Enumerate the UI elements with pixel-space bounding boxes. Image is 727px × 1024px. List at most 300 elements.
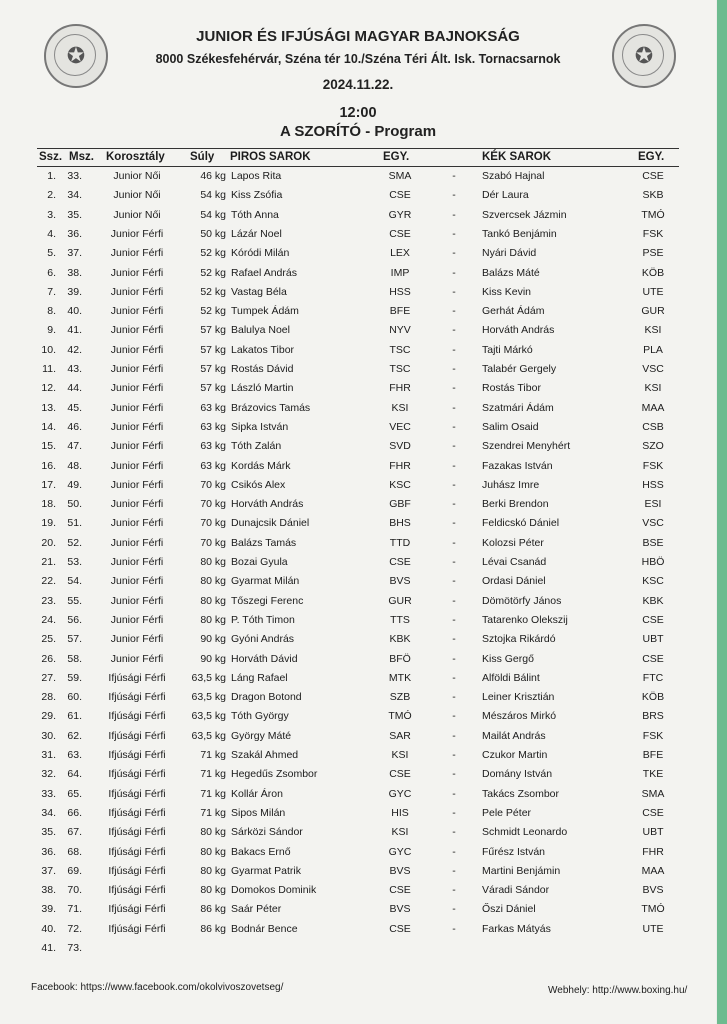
col-msz: Msz.: [69, 151, 94, 163]
blue-corner-club: TMÓ: [641, 208, 665, 221]
table-row: [0, 923, 716, 942]
age-group: Ifjúsági Férfi: [108, 903, 166, 916]
blue-corner-boxer: Domány István: [482, 768, 553, 781]
red-corner-club: KSC: [389, 478, 411, 491]
versus-dash: -: [452, 556, 456, 568]
col-ssz: Ssz.: [39, 151, 63, 163]
red-corner-club: GYC: [388, 845, 412, 858]
blue-corner-boxer: Feldicskó Dániel: [482, 517, 560, 530]
red-corner-boxer: Lázár Noel: [231, 227, 282, 240]
versus-dash: -: [452, 768, 456, 781]
blue-corner-club: FHR: [642, 845, 664, 858]
versus-dash: -: [452, 710, 456, 723]
blue-corner-boxer: Takács Zsombor: [482, 787, 560, 800]
table-row: [0, 267, 716, 286]
table-row: [0, 633, 716, 652]
red-corner-club: SAR: [389, 729, 411, 742]
match-number: 60.: [67, 691, 82, 704]
red-corner-club: FHR: [389, 459, 411, 472]
blue-corner-boxer: Salim Osaid: [482, 420, 539, 433]
table-row: [0, 942, 716, 961]
versus-dash: -: [452, 285, 456, 298]
weight-class: 70 kg: [200, 517, 226, 530]
blue-corner-boxer: Őszi Dániel: [482, 903, 536, 916]
red-corner-club: HSS: [389, 285, 411, 298]
age-group: Junior Férfi: [110, 498, 164, 511]
age-group: Junior Férfi: [110, 613, 164, 626]
red-corner-club: GYR: [388, 208, 412, 221]
table-row: [0, 344, 716, 363]
red-corner-boxer: Kiss Zsófia: [231, 189, 283, 202]
blue-corner-boxer: Tankó Benjámin: [482, 227, 557, 240]
versus-dash: -: [452, 227, 456, 240]
bout-number: 9.: [47, 324, 56, 337]
table-row: [0, 228, 716, 247]
age-group: Junior Férfi: [110, 266, 164, 279]
weight-class: 80 kg: [200, 575, 226, 588]
versus-dash: -: [452, 324, 456, 337]
table-row: [0, 614, 716, 633]
versus-dash: -: [452, 170, 456, 182]
table-row: [0, 517, 716, 536]
versus-dash: -: [452, 633, 456, 646]
red-corner-boxer: Hegedűs Zsombor: [231, 768, 318, 781]
red-corner-club: CSE: [389, 556, 411, 568]
age-group: Ifjúsági Férfi: [108, 826, 166, 839]
red-corner-club: BVS: [389, 903, 411, 916]
match-number: 52.: [67, 536, 82, 549]
weight-class: 63 kg: [200, 401, 226, 414]
weight-class: 63 kg: [200, 420, 226, 433]
blue-corner-club: MAA: [641, 401, 665, 414]
blue-corner-boxer: Berki Brendon: [482, 498, 549, 511]
red-corner-boxer: Balulya Noel: [231, 324, 290, 337]
bout-number: 28.: [41, 691, 56, 704]
match-number: 71.: [67, 903, 82, 916]
versus-dash: -: [452, 652, 456, 665]
match-number: 44.: [67, 382, 82, 395]
age-group: Ifjúsági Férfi: [108, 864, 166, 877]
bout-number: 6.: [47, 266, 56, 279]
versus-dash: -: [452, 575, 456, 588]
bout-number: 11.: [42, 363, 56, 375]
blue-corner-boxer: Martini Benjámin: [482, 864, 561, 877]
red-corner-club: SMA: [388, 170, 412, 182]
weight-class: 71 kg: [200, 787, 226, 800]
blue-corner-club: FTC: [642, 671, 664, 684]
age-group: Junior Férfi: [110, 459, 164, 472]
weight-class: 50 kg: [200, 227, 226, 240]
blue-corner-club: UTE: [642, 922, 664, 935]
table-row: [0, 749, 716, 768]
col-piros-sarok: PIROS SAROK: [230, 151, 311, 163]
red-corner-boxer: Sárközi Sándor: [231, 826, 303, 839]
red-corner-boxer: Horváth András: [231, 498, 304, 511]
red-corner-boxer: Tóth Anna: [231, 208, 279, 221]
bout-number: 31.: [41, 749, 56, 761]
facebook-link[interactable]: Facebook: https://www.facebook.com/okolvivoszovetseg/: [31, 982, 284, 993]
match-number: 61.: [67, 710, 82, 723]
bout-number: 34.: [41, 806, 56, 819]
age-group: Junior Férfi: [110, 478, 164, 491]
blue-corner-boxer: Alföldi Bálint: [482, 671, 540, 684]
red-corner-boxer: Sipos Milán: [231, 806, 286, 819]
table-row: [0, 903, 716, 922]
bout-number: 32.: [41, 768, 56, 781]
versus-dash: -: [452, 247, 456, 260]
table-row: [0, 710, 716, 729]
weight-class: 86 kg: [200, 922, 226, 935]
weight-class: 63,5 kg: [191, 729, 226, 742]
match-number: 43.: [67, 363, 82, 375]
blue-corner-boxer: Váradi Sándor: [482, 884, 550, 897]
blue-corner-club: CSE: [642, 170, 664, 182]
blue-corner-club: KÖB: [641, 691, 665, 704]
bout-number: 12.: [41, 382, 56, 395]
bout-number: 4.: [47, 227, 56, 240]
match-number: 54.: [67, 575, 82, 588]
bout-number: 5.: [47, 247, 56, 260]
versus-dash: -: [452, 343, 456, 356]
red-corner-club: MTK: [388, 671, 412, 684]
red-corner-club: TMÓ: [388, 710, 412, 723]
blue-corner-club: FSK: [642, 227, 664, 240]
match-number: 67.: [67, 826, 82, 839]
bout-number: 41.: [41, 942, 56, 954]
bout-number: 23.: [41, 594, 56, 607]
versus-dash: -: [452, 382, 456, 395]
table-row: [0, 286, 716, 305]
red-corner-club: BFE: [389, 305, 411, 318]
col-egy-red: EGY.: [383, 151, 410, 163]
versus-dash: -: [452, 671, 456, 684]
blue-corner-boxer: Tatarenko Olekszij: [482, 613, 568, 626]
table-row: [0, 479, 716, 498]
age-group: Ifjúsági Férfi: [108, 884, 166, 897]
versus-dash: -: [452, 208, 456, 221]
bout-number: 24.: [41, 613, 56, 626]
match-number: 50.: [67, 498, 82, 511]
bout-number: 10.: [41, 343, 56, 356]
age-group: Ifjúsági Férfi: [108, 806, 166, 819]
bout-number: 1.: [47, 170, 56, 182]
blue-corner-club: PLA: [643, 343, 663, 356]
blue-corner-boxer: Farkas Mátyás: [482, 922, 551, 935]
blue-corner-club: SMA: [641, 787, 665, 800]
red-corner-club: HIS: [391, 806, 409, 819]
versus-dash: -: [452, 826, 456, 839]
age-group: Ifjúsági Férfi: [108, 922, 166, 935]
versus-dash: -: [452, 884, 456, 897]
age-group: Ifjúsági Férfi: [108, 845, 166, 858]
table-row: [0, 189, 716, 208]
blue-corner-club: MAA: [641, 864, 665, 877]
event-date: 2024.11.22.: [322, 77, 394, 92]
weight-class: 90 kg: [200, 633, 226, 646]
blue-corner-boxer: Talabér Gergely: [482, 363, 557, 375]
table-header: [37, 148, 679, 167]
blue-corner-club: GUR: [641, 305, 665, 318]
versus-dash: -: [452, 729, 456, 742]
match-number: 33.: [67, 170, 82, 182]
bout-number: 30.: [41, 729, 56, 742]
table-row: [0, 537, 716, 556]
blue-corner-club: BFE: [642, 749, 664, 761]
match-number: 47.: [67, 440, 82, 453]
match-number: 66.: [67, 806, 82, 819]
age-group: Ifjúsági Férfi: [108, 729, 166, 742]
versus-dash: -: [452, 613, 456, 626]
weight-class: 57 kg: [200, 343, 226, 356]
weight-class: 52 kg: [200, 285, 226, 298]
blue-corner-boxer: Mailát András: [482, 729, 546, 742]
match-number: 62.: [67, 729, 82, 742]
weight-class: 63,5 kg: [191, 710, 226, 723]
red-corner-club: BHS: [389, 517, 411, 530]
age-group: Ifjúsági Férfi: [108, 768, 166, 781]
versus-dash: -: [452, 845, 456, 858]
background-edge: [717, 0, 727, 1024]
table-row: [0, 691, 716, 710]
weight-class: 57 kg: [200, 363, 226, 375]
red-corner-boxer: Bozai Gyula: [231, 556, 288, 568]
age-group: Junior Férfi: [110, 420, 164, 433]
match-number: 35.: [67, 208, 82, 221]
red-corner-boxer: Tőszegi Ferenc: [231, 594, 304, 607]
age-group: Junior Férfi: [110, 633, 164, 646]
match-number: 72.: [67, 922, 82, 935]
red-corner-club: TSC: [389, 363, 411, 375]
age-group: Junior Férfi: [110, 440, 164, 453]
table-row: [0, 595, 716, 614]
red-corner-club: GUR: [388, 594, 412, 607]
table-row: [0, 305, 716, 324]
weight-class: 80 kg: [200, 864, 226, 877]
match-number: 63.: [67, 749, 82, 761]
red-corner-boxer: Csikós Alex: [231, 478, 286, 491]
versus-dash: -: [452, 749, 456, 761]
blue-corner-club: BRS: [642, 710, 664, 723]
col-korosztaly: Korosztály: [106, 151, 165, 163]
table-row: [0, 247, 716, 266]
age-group: Junior Férfi: [110, 324, 164, 337]
red-corner-club: LEX: [390, 247, 410, 260]
red-corner-boxer: Láng Rafael: [231, 671, 288, 684]
age-group: Junior Női: [113, 170, 161, 182]
age-group: Junior Férfi: [110, 536, 164, 549]
blue-corner-boxer: Mészáros Mirkó: [482, 710, 557, 723]
blue-corner-club: BVS: [642, 884, 664, 897]
blue-corner-boxer: Pele Péter: [482, 806, 532, 819]
age-group: Junior Férfi: [110, 401, 164, 414]
age-group: Junior Férfi: [110, 285, 164, 298]
bout-number: 33.: [41, 787, 56, 800]
age-group: Junior Női: [113, 208, 161, 221]
match-number: 59.: [67, 671, 82, 684]
blue-corner-boxer: Dömötörfy János: [482, 594, 562, 607]
red-corner-club: BVS: [389, 864, 411, 877]
blue-corner-boxer: Kiss Gergő: [482, 652, 534, 665]
blue-corner-boxer: Horváth András: [482, 324, 555, 337]
championship-title: JUNIOR ÉS IFJÚSÁGI MAGYAR BAJNOKSÁG: [196, 28, 520, 45]
blue-corner-boxer: Leiner Krisztián: [482, 691, 555, 704]
red-corner-club: SZB: [389, 691, 411, 704]
weight-class: 63 kg: [200, 440, 226, 453]
bout-number: 40.: [41, 922, 56, 935]
red-corner-boxer: Rafael András: [231, 266, 297, 279]
blue-corner-boxer: Szvercsek Jázmin: [482, 208, 567, 221]
match-number: 58.: [67, 652, 82, 665]
red-corner-boxer: Kordás Márk: [231, 459, 291, 472]
age-group: Junior Férfi: [110, 363, 164, 375]
match-number: 34.: [67, 189, 82, 202]
versus-dash: -: [452, 806, 456, 819]
weight-class: 80 kg: [200, 845, 226, 858]
red-corner-club: SVD: [389, 440, 411, 453]
bout-number: 15.: [41, 440, 56, 453]
weight-class: 70 kg: [200, 478, 226, 491]
red-corner-boxer: Gyóni András: [231, 633, 295, 646]
weight-class: 63 kg: [200, 459, 226, 472]
age-group: Junior Női: [113, 189, 161, 202]
blue-corner-club: FSK: [642, 729, 664, 742]
program-title: A SZORÍTÓ - Program: [279, 123, 437, 140]
weight-class: 80 kg: [200, 594, 226, 607]
program-time: 12:00: [339, 105, 377, 121]
match-number: 36.: [67, 227, 82, 240]
age-group: Ifjúsági Férfi: [108, 787, 166, 800]
versus-dash: -: [452, 266, 456, 279]
red-corner-boxer: Szakál Ahmed: [231, 749, 299, 761]
blue-corner-club: BSE: [642, 536, 664, 549]
red-corner-boxer: Saár Péter: [231, 903, 282, 916]
match-number: 37.: [67, 247, 82, 260]
versus-dash: -: [452, 903, 456, 916]
red-corner-boxer: Rostás Dávid: [231, 363, 294, 375]
weight-class: 80 kg: [200, 556, 226, 568]
match-number: 53.: [67, 556, 82, 568]
weight-class: 86 kg: [200, 903, 226, 916]
red-corner-club: TSC: [389, 343, 411, 356]
red-corner-club: GYC: [388, 787, 412, 800]
boxing-gloves-icon: ✪: [66, 43, 86, 68]
versus-dash: -: [452, 787, 456, 800]
blue-corner-club: CSB: [642, 420, 664, 433]
bout-number: 3.: [47, 208, 56, 221]
red-corner-club: GBF: [389, 498, 411, 511]
age-group: Ifjúsági Férfi: [108, 671, 166, 684]
match-number: 48.: [67, 459, 82, 472]
red-corner-club: TTD: [389, 536, 411, 549]
match-number: 57.: [67, 633, 82, 646]
blue-corner-boxer: Dér Laura: [482, 189, 529, 202]
red-corner-boxer: Dragon Botond: [231, 691, 302, 704]
red-corner-boxer: Gyarmat Milán: [231, 575, 300, 588]
blue-corner-boxer: Sztojka Rikárdó: [482, 633, 556, 646]
versus-dash: -: [452, 363, 456, 375]
table-row: [0, 575, 716, 594]
table-row: [0, 788, 716, 807]
red-corner-boxer: Balázs Tamás: [231, 536, 297, 549]
blue-corner-boxer: Ordasi Dániel: [482, 575, 546, 588]
table-row: [0, 826, 716, 845]
age-group: Junior Férfi: [110, 227, 164, 240]
blue-corner-club: UBT: [642, 633, 664, 646]
table-row: [0, 730, 716, 749]
bout-number: 14.: [41, 420, 56, 433]
boxing-gloves-icon: ✪: [634, 43, 654, 68]
blue-corner-club: FSK: [642, 459, 664, 472]
match-number: 40.: [67, 305, 82, 318]
age-group: Ifjúsági Férfi: [108, 691, 166, 704]
table-row: [0, 807, 716, 826]
red-corner-boxer: Tumpek Ádám: [231, 305, 299, 318]
blue-corner-boxer: Lévai Csanád: [482, 556, 547, 568]
blue-corner-club: CSE: [642, 806, 664, 819]
age-group: Junior Férfi: [110, 343, 164, 356]
weight-class: 90 kg: [200, 652, 226, 665]
table-row: [0, 865, 716, 884]
match-number: 73.: [67, 942, 82, 954]
weight-class: 57 kg: [200, 324, 226, 337]
blue-corner-boxer: Balázs Máté: [482, 266, 540, 279]
blue-corner-boxer: Szabó Hajnal: [482, 170, 545, 182]
match-number: 49.: [67, 478, 82, 491]
red-corner-boxer: Horváth Dávid: [231, 652, 298, 665]
red-corner-club: BVS: [389, 575, 411, 588]
versus-dash: -: [452, 459, 456, 472]
blue-corner-boxer: Kiss Kevin: [482, 285, 532, 298]
blue-corner-club: KSI: [644, 382, 662, 395]
red-corner-boxer: Tóth Zalán: [231, 440, 282, 453]
age-group: Junior Férfi: [110, 305, 164, 318]
website-link[interactable]: Webhely: http://www.boxing.hu/: [548, 985, 688, 996]
red-corner-club: KSI: [391, 826, 409, 839]
versus-dash: -: [452, 420, 456, 433]
table-row: [0, 421, 716, 440]
red-corner-boxer: Sipka István: [231, 420, 289, 433]
bout-number: 25.: [41, 633, 56, 646]
red-corner-club: FHR: [389, 382, 411, 395]
blue-corner-club: VSC: [642, 517, 664, 530]
blue-corner-boxer: Juhász Imre: [482, 478, 540, 491]
match-number: 41.: [67, 324, 82, 337]
versus-dash: -: [452, 498, 456, 511]
table-row: [0, 653, 716, 672]
match-number: 56.: [67, 613, 82, 626]
venue-address: 8000 Székesfehérvár, Széna tér 10./Széna Téri Ált. Isk. Tornacsarnok: [155, 52, 561, 66]
red-corner-boxer: Gyarmat Patrik: [231, 864, 302, 877]
blue-corner-club: PSE: [642, 247, 664, 260]
table-row: [0, 170, 716, 189]
blue-corner-boxer: Gerhát Ádám: [482, 305, 545, 318]
blue-corner-club: CSE: [642, 613, 664, 626]
blue-corner-club: TMÓ: [641, 903, 665, 916]
red-corner-boxer: Brázovics Tamás: [231, 401, 311, 414]
weight-class: 70 kg: [200, 536, 226, 549]
red-corner-club: KBK: [389, 633, 411, 646]
bout-number: 17.: [41, 478, 56, 491]
bout-number: 2.: [47, 189, 56, 202]
red-corner-club: TTS: [390, 613, 410, 626]
weight-class: 57 kg: [200, 382, 226, 395]
blue-corner-club: SZO: [642, 440, 664, 453]
match-number: 39.: [67, 285, 82, 298]
red-corner-boxer: Kollár Áron: [231, 787, 283, 800]
bout-number: 13.: [41, 401, 56, 414]
table-row: [0, 209, 716, 228]
red-corner-club: CSE: [389, 189, 411, 202]
